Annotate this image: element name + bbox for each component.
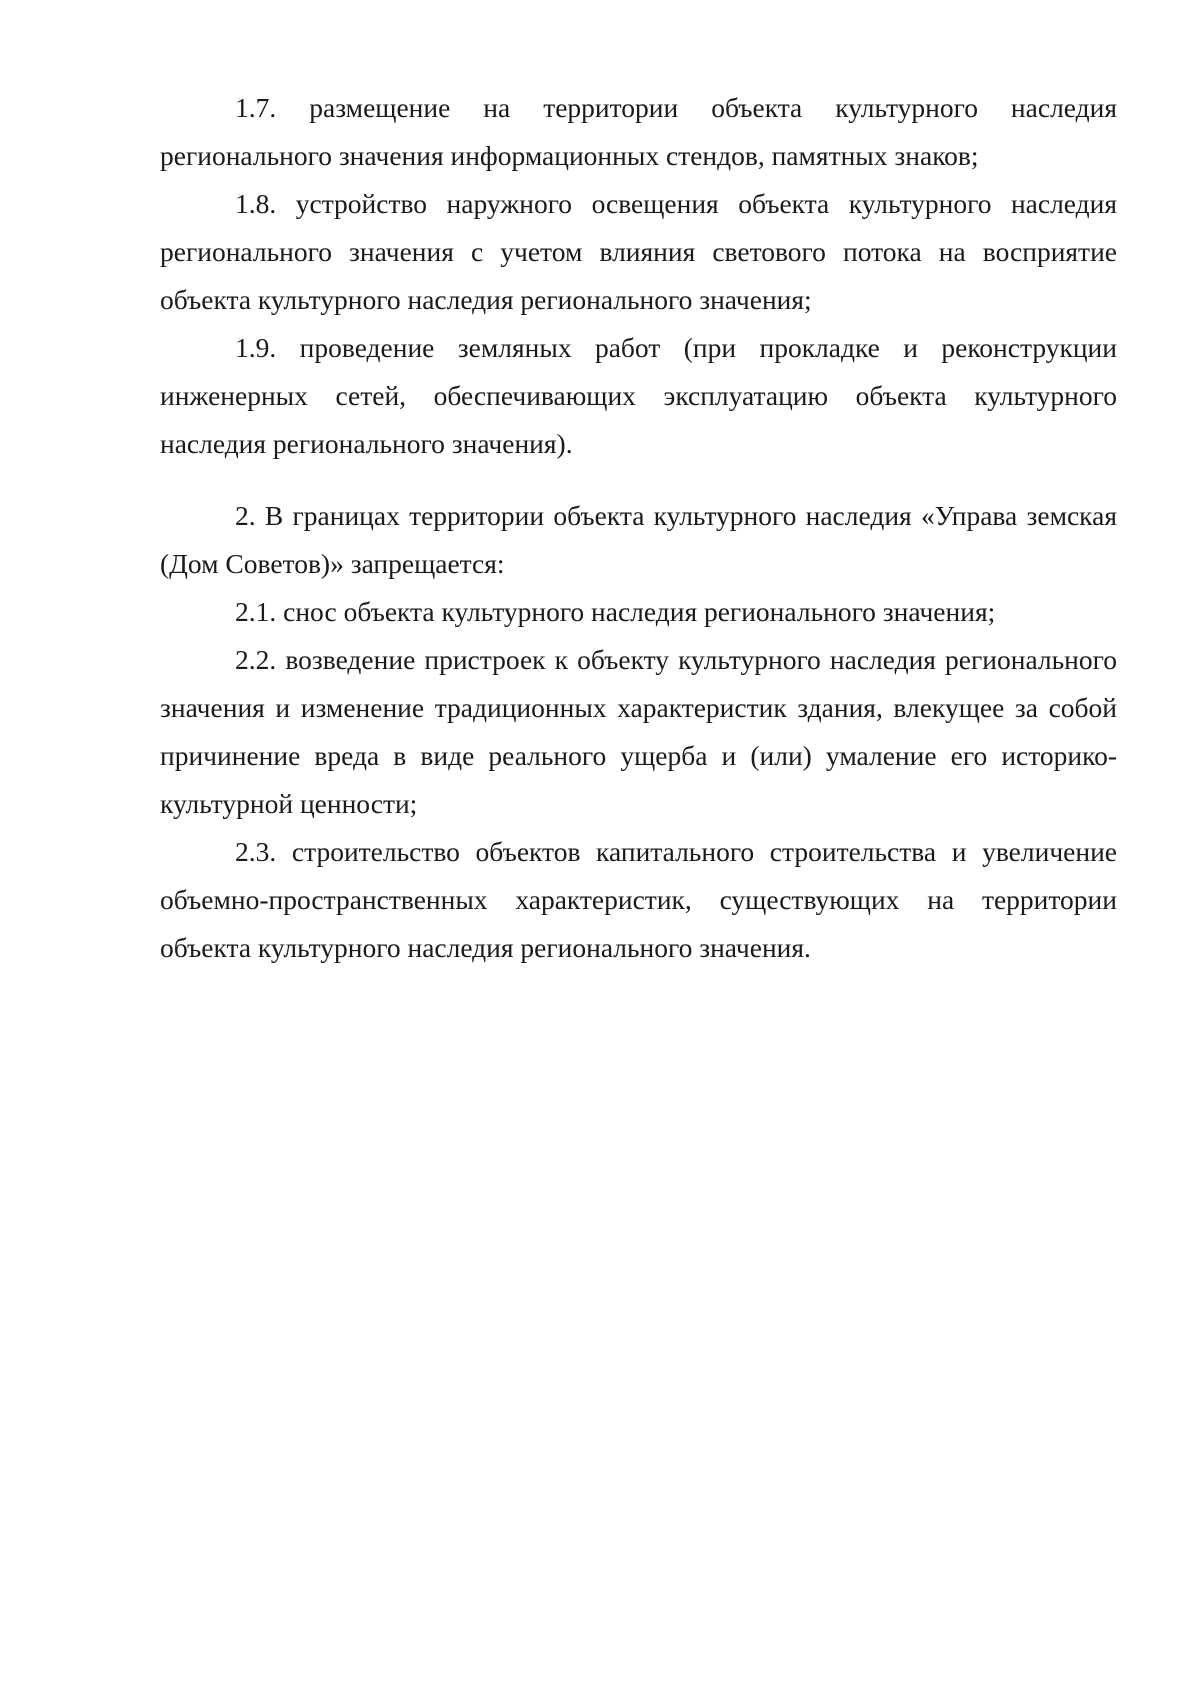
paragraph-2: 2. В границах территории объекта культурного наследия «Управа земская (Дом Советов)» запрещается: [160,500,1117,579]
paragraph-1-8: 1.8. устройство наружного освещения объекта культурного наследия регионального значения с учетом влияния светового потока на восприятие объекта культурного наследия регионального значения; [160,188,1117,315]
paragraph-2-2: 2.2. возведение пристроек к объекту культурного наследия регионального значения и изменение традиционных характеристик здания, влекущее за собой причинение вреда в виде реального ущерба и (или) умаление его историко-культурной ценности; [160,644,1117,819]
paragraph-2-3: 2.3. строительство объектов капитального строительства и увеличение объемно-пространственных характеристик, существующих на территории объекта культурного наследия регионального значения. [160,836,1117,963]
document-body [160,84,1117,972]
paragraph-1-9: 1.9. проведение земляных работ (при прокладке и реконструкции инженерных сетей, обеспечивающих эксплуатацию объекта культурного наследия регионального значения). [160,332,1117,459]
paragraph-1-7: 1.7. размещение на территории объекта культурного наследия регионального значения информационных стендов, памятных знаков; [160,92,1117,171]
paragraph-2-1: 2.1. снос объекта культурного наследия регионального значения; [235,596,996,627]
